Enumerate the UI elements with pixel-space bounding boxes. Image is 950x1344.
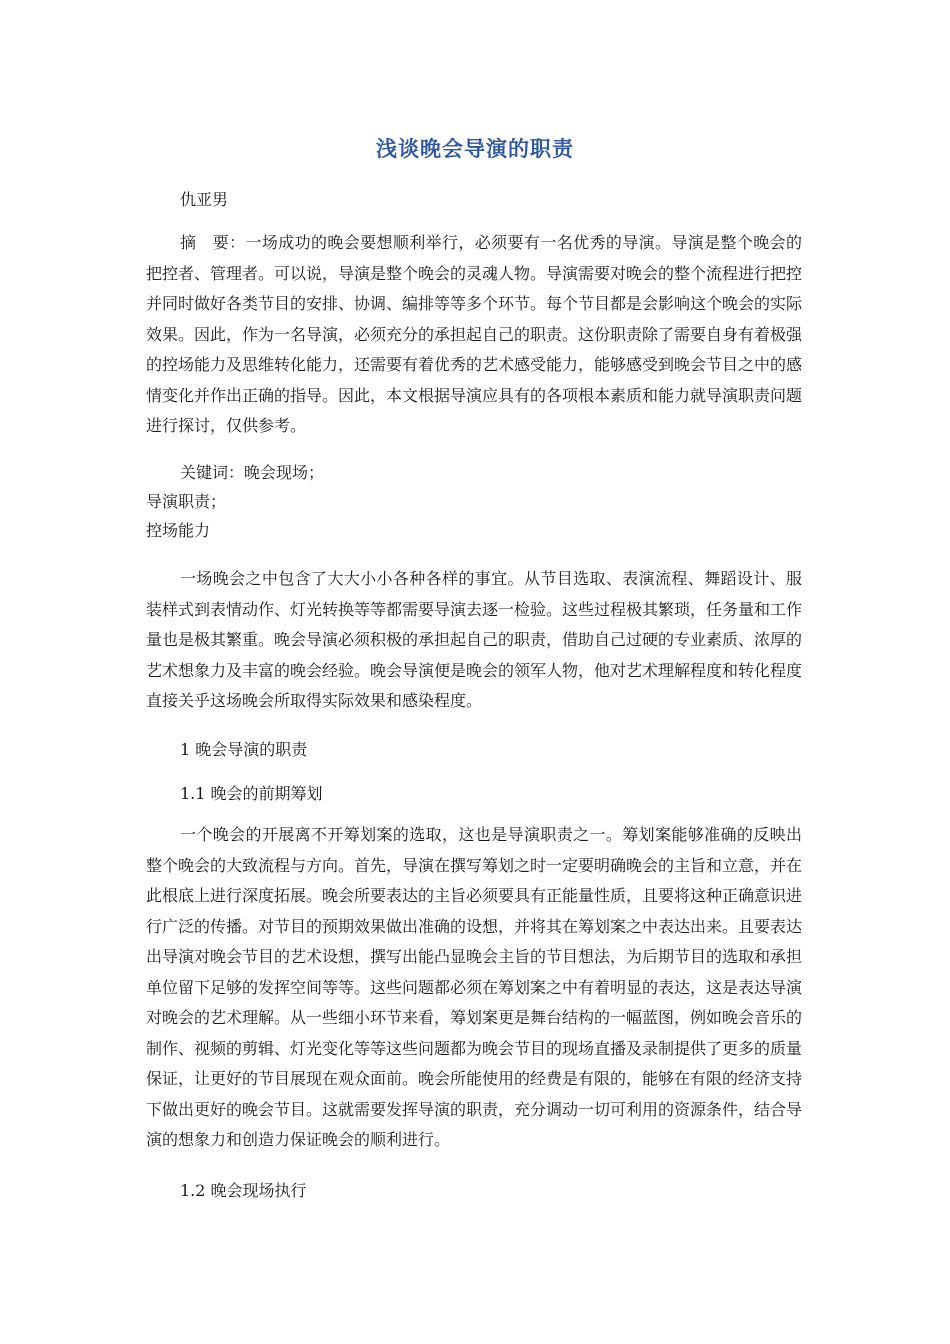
section-heading-1: 1 晚会导演的职责 xyxy=(180,740,308,759)
keywords-line-1: 关键词：晚会现场； xyxy=(180,463,325,482)
document-title: 浅谈晚会导演的职责 xyxy=(376,137,574,161)
keywords-line-2: 导演职责； xyxy=(146,492,227,511)
section-1-1-paragraph: 一个晚会的开展离不开筹划案的选取，这也是导演职责之一。筹划案能够准确的反映出整个晚会的大致流程与方向。首先，导演在撰写筹划之时一定要明确晚会的主旨和立意，并在此根底上进行深度拓展。晚会所要表达的主旨必须要具有正能量性质，且要将这种正确意识进行广泛的传播。对节目的预期效果做出准确的设想，并将其在筹划案之中表达出来。且要表达出导演对晚会节目的艺术设想，撰写出能凸显晚会主旨的节目想法，为后期节目的选取和承担单位留下足够的发挥空间等等。这些问题都必须在筹划案之中有着明显的表达，这是表达导演对晚会的艺术理解。从一些细小环节来看，筹划案更是舞台结构的一幅蓝图，例如晚会音乐的制作、视频的剪辑、灯光变化等等这些问题都为晚会节目的现场直播及录制提供了更多的质量保证，让更好的节目展现在观众面前。晚会所能使用的经费是有限的，能够在有限的经济支持下做出更好的晚会节目。这就需要发挥导演的职责，充分调动一切可利用的资源条件，结合导演的想象力和创造力保证晚会的顺利进行。 xyxy=(146,825,803,1149)
abstract-paragraph: 摘 要：一场成功的晚会要想顺利举行，必须要有一名优秀的导演。导演是整个晚会的把控者、管理者。可以说，导演是整个晚会的灵魂人物。导演需要对晚会的整个流程进行把控并同时做好各类节目的安排、协调、编排等等多个环节。每个节目都是会影响这个晚会的实际效果。因此，作为一名导演，必须充分的承担起自己的职责。这份职责除了需要自身有着极强的控场能力及思维转化能力，还需要有着优秀的艺术感受能力，能够感受到晚会节目之中的感情变化并作出正确的指导。因此，本文根据导演应具有的各项根本素质和能力就导演职责问题进行探讨，仅供参考。 xyxy=(146,233,803,435)
author-name: 仇亚男 xyxy=(180,190,229,209)
keywords-line-3: 控场能力 xyxy=(146,521,211,540)
section-heading-1-2: 1.2 晚会现场执行 xyxy=(180,1181,307,1200)
intro-paragraph: 一场晚会之中包含了大大小小各种各样的事宜。从节目选取、表演流程、舞蹈设计、服装样式到表情动作、灯光转换等等都需要导演去逐一检验。这些过程极其繁琐，任务量和工作量也是极其繁重。晚会导演必须积极的承担起自己的职责，借助自己过硬的专业素质、浓厚的艺术想象力及丰富的晚会经验。晚会导演便是晚会的领军人物，他对艺术理解程度和转化程度直接关乎这场晚会所取得实际效果和感染程度。 xyxy=(146,569,803,710)
keywords-block xyxy=(146,458,802,545)
section-heading-1-1: 1.1 晚会的前期筹划 xyxy=(180,784,323,803)
